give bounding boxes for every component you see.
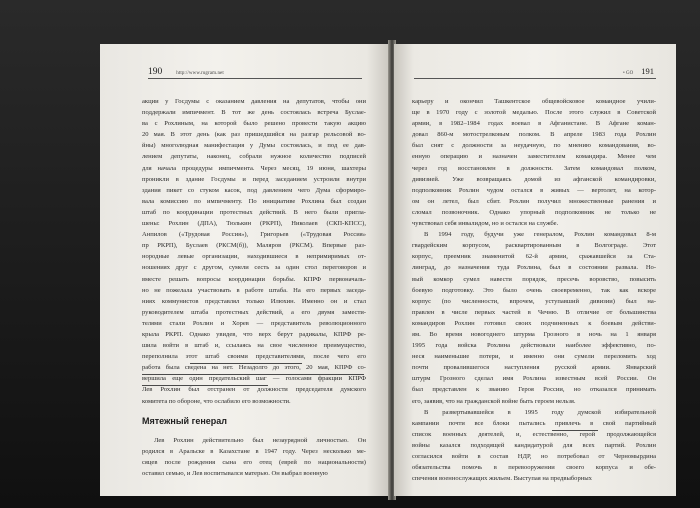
left-paragraph-1 [142, 96, 366, 407]
text-line: телями стали Рохлин и Хорев — представитель революционного [142, 319, 366, 327]
text-line: ниях коммунистов представлял только Илюхин. Именно он и стал [142, 297, 366, 305]
text-line: командиров Рохлин готовил своих подчиненных к боевым действи- [412, 319, 656, 327]
text-line: крыла РКРП. Однако увидев, что верх берут радикалы, КПРФ ре- [142, 330, 366, 338]
text-line: пр РКРП), Буслаев (РКСМ(б)), Маляров (РКСМ). Впервые раз- [142, 242, 366, 250]
text-line: Анпилов («Трудовая Россия»), Григорьев («Трудовая Россия» [142, 231, 366, 239]
text-line: ще в 1970 году с золотой медалью. После этого служил в Советской [412, 109, 656, 117]
text-line: через год восстановлен в должности. Затем командовал полком, [412, 164, 656, 172]
text-line: сломал позвоночник. Однако упорный подполковник не только не [412, 208, 656, 216]
text-line: поддержали импичмент. В тот же день состоялась встреча Буслае- [142, 109, 366, 117]
text-line: боевую подготовку. Это было очень своевременно, так как вскоре [412, 286, 656, 294]
text-line: ям. Во время новогоднего штурма Грозного в ночь на 1 января [412, 330, 656, 338]
pen-underline-russian-army [552, 430, 598, 431]
pen-underline-1 [190, 363, 302, 364]
right-page-number: 191 [641, 66, 654, 76]
right-page-header [623, 66, 654, 76]
text-line: В 1994 году, будучи уже генералом, Рохлин командовал 8-м [424, 231, 656, 239]
right-text-column [412, 96, 656, 484]
text-line: согласился войти в состав НДР, но потребовал от Черномырдина [412, 453, 656, 460]
text-line: проникли в здание Госдумы и перед заседанием устроили внутри [142, 175, 366, 183]
text-line: йны) многолюдная манифестация у Думы состоялась, и под ее дав- [142, 142, 366, 150]
text-line: енную операцию и назначен заместителем командира. Менее чем [412, 153, 656, 161]
text-line: но не пожелала участвовать в работе штаба. На его первых заседа- [142, 286, 366, 294]
text-line: шены: Рохлин (ДПА), Тюлькин (РКРП), Николаев (СКП-КПСС), [142, 220, 366, 228]
text-line: неся наименьшие потери, и именно они сумели переломить ход [412, 353, 656, 361]
text-line: корпус (по численности, впрочем, уступавший дивизии) был на- [412, 297, 656, 305]
left-page [100, 44, 390, 496]
text-line: переполнила этот штаб своими представителями, после чего его [142, 353, 366, 361]
running-marker: • GO [623, 71, 634, 76]
left-paragraph-2 [142, 435, 366, 479]
text-line: подполковник Рохлин чудом остался в живых — вертолет, на котор- [412, 186, 656, 194]
text-line: дивизией. Уже возвращаясь домой из афганской командировки, [412, 175, 656, 183]
text-line: Лев Рохлин действительно был незаурядной личностью. Он [154, 436, 366, 444]
text-line: корпус, преемник знаменитой 62-й армии, сражавшейся за Ста- [412, 253, 656, 261]
text-line: армии, в 1982–1984 годах воевал в Афганистане. В Афгане коман- [412, 120, 656, 128]
right-paragraph-3 [412, 407, 656, 485]
text-line: вала комиссию по импичменту. По инициативе Рохлина был создан [142, 197, 366, 205]
right-page [394, 44, 676, 496]
text-line: лением депутаты, наконец, собрали нужное количество подписей [142, 153, 366, 161]
section-heading: Мятежный генерал [142, 415, 227, 426]
text-line: почти провалившегося наступления русской армии. Январский [412, 364, 656, 372]
text-line: шила войти в штаб и, ссылаясь на свое численное преимущество, [142, 342, 366, 350]
text-line: штурм Грозного сделал имя Рохлина известным всей России. Он [412, 375, 656, 383]
pen-underline-2 [142, 374, 364, 375]
text-line: В развертывавшейся в 1995 году думской избирательной [424, 408, 656, 416]
text-line: обязательства помочь в перевооружении своего корпуса и обе- [412, 464, 656, 472]
text-line: гвардейским корпусом, расквартированным в Волгограде. Этот [412, 242, 656, 250]
text-line: штаб по координации протестных действий. В него были пригла- [142, 208, 366, 216]
text-line: список военных деятелей, и, естественно, герой продолжающейся [412, 430, 656, 438]
text-line: войны казался подходящей кандидатурой для всех партий. Рохлин [412, 441, 656, 449]
text-line: довал 860-м мотострелковым полком. В апреле 1983 года Рохлин [412, 131, 656, 139]
text-line: был представлен к званию Героя России, но отказался принимать [412, 386, 656, 394]
text-line: Лев Рохлин был отстранен от должности председателя думского [142, 386, 366, 394]
text-line: 20 мая. В этот день (как раз пришедшийся на разгар рельсовой во- [142, 131, 366, 139]
text-line: для начала процедуры импичмента. Через месяц, 19 июня, шахтеры [142, 164, 366, 172]
text-line: акции у Госдумы с оказанием давления на депутатов, чтобы они [142, 98, 366, 105]
left-page-header [148, 66, 224, 77]
text-line: оставил семью, и Лев воспитывался матерью. Он выбрал военную [142, 470, 328, 477]
text-line: линград, до назначения туда Рохлина, был в состоянии развала. Но- [412, 264, 656, 272]
pen-underline-3 [142, 385, 268, 386]
text-line: руководителем штаба протестных действий, а его двумя замести- [142, 308, 366, 316]
right-paragraph-1 [412, 96, 656, 229]
text-line: нородные левые организации, находившиеся в непримиримых от- [142, 253, 366, 261]
text-line: вместе решать вопросы координации борьбы. КПРФ первоначаль- [142, 275, 366, 283]
left-page-number: 190 [148, 67, 163, 77]
text-line: 1995 года войска Рохлина действовали наиболее эффективно, по- [412, 342, 656, 350]
text-line: здания пикет со стуком касок, под давлением чего Дума сформиро- [142, 186, 366, 194]
right-paragraph-2 [412, 229, 656, 407]
text-line: карьеру и окончил Ташкентское общевойсковое командное учили- [412, 98, 656, 105]
left-text-column [142, 96, 366, 479]
text-line: его, заявив, что на гражданской войне быть героем нельзя. [412, 397, 576, 405]
right-header-rule [414, 78, 656, 79]
text-line: вый комкор сумел навести порядок, пресечь воровство, повысить [412, 275, 656, 283]
text-line: был снят с должности за неудачную, по мнению командования, во- [412, 142, 656, 150]
text-line: родился в Аральске в Казахстане в 1947 году. Через несколько ме- [142, 447, 366, 455]
text-line: ом он летел, был сбит. Рохлин получил множественные ранения и [412, 197, 656, 205]
text-line: кампании почти все блоки пытались привлечь в свой партийный [412, 419, 656, 427]
text-line: спечения военнослужащих жильем. Выступая на предвыборных [412, 475, 592, 483]
text-line: работа была сведена на нет. Незадолго до этого, 20 мая, КПРФ со- [142, 364, 366, 372]
text-line: ва с Рохлиным, на которой было решено провести такую акцию [142, 120, 366, 128]
text-line: комитета по обороне, что ослабило его возможности. [142, 397, 291, 405]
text-line: вершила еще один предательский шаг — голосами фракции КПРФ [142, 375, 366, 383]
publisher-url: http://www.rugram.net [176, 71, 224, 76]
text-line: чувствовал себя инвалидом, но и остался на службе. [412, 220, 559, 228]
text-line: правлен в числе первых частей в Чечню. В отличие от большинства [412, 308, 656, 316]
text-line: ношениях друг с другом, сумели сесть за один стол переговоров и [142, 264, 366, 272]
text-line: сяцев после рождения сына его отец (еврей по национальности) [142, 458, 366, 466]
left-header-rule [148, 78, 362, 79]
